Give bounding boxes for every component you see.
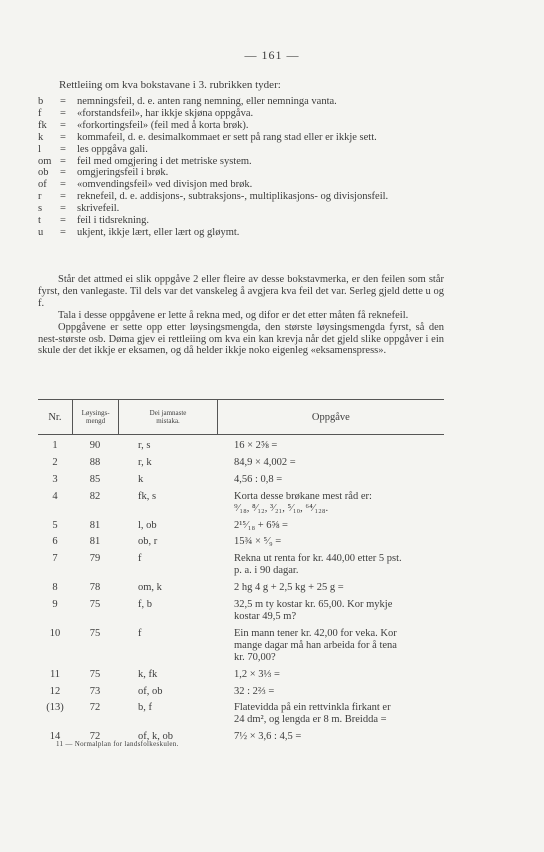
code-abbr: t: [38, 215, 41, 227]
cell-nr: 10: [49, 627, 61, 639]
header-mengd: Løysings- mengd: [73, 400, 120, 434]
task-line: 32,5 m ty kostar kr. 65,00. Kor mykje: [234, 599, 393, 611]
code-text: «forstandsfeil», har ikkje skjøna oppgåva.: [77, 107, 254, 119]
cell-mistaka: l, ob: [138, 519, 157, 531]
paragraph: Tala i desse oppgåvene er lette å rekna med, og difor er det etter måten få reknefeil.: [58, 309, 409, 321]
cell-nr: 7: [52, 553, 58, 565]
code-abbr: r: [38, 191, 42, 203]
code-equals: =: [60, 155, 66, 167]
cell-mistaka: k, fk: [138, 668, 158, 680]
task-line: 1,2 × 3⅓ =: [234, 668, 280, 680]
cell-mengd: 73: [89, 685, 101, 697]
task-line: 4,56 : 0,8 =: [234, 473, 283, 485]
cell-oppgave: [216, 731, 444, 743]
error-code-list: [38, 96, 458, 239]
code-row: [38, 179, 458, 191]
task-table: [38, 399, 444, 748]
code-text: «omvendingsfeil» ved divisjon med brøk.: [77, 179, 253, 191]
cell-nr: 8: [52, 582, 58, 594]
cell-mengd: 72: [89, 731, 101, 743]
cell-oppgave: [216, 582, 444, 594]
cell-nr: 11: [49, 668, 61, 680]
code-row: [38, 215, 458, 227]
cell-nr: 12: [49, 685, 61, 697]
cell-nr: 4: [52, 490, 58, 502]
code-row: [38, 144, 458, 156]
cell-nr: 1: [52, 440, 58, 451]
code-equals: =: [60, 191, 66, 203]
cell-nr: 2: [52, 456, 58, 468]
cell-mengd: 88: [89, 456, 101, 468]
code-row: [38, 167, 458, 179]
intro-line: Rettleiing om kva bokstavane i 3. rubrikken tyder:: [59, 79, 281, 91]
cell-mengd: 75: [89, 668, 101, 680]
table-row: [38, 536, 444, 548]
task-line: Rekna ut renta for kr. 440,00 etter 5 pst.: [234, 553, 402, 565]
task-line: Korta desse brøkane mest råd er:: [234, 490, 372, 502]
code-equals: =: [60, 179, 66, 191]
footnote: 11 — Normalplan for landsfolkeskulen.: [56, 740, 179, 748]
table-row: [38, 686, 444, 698]
code-abbr: of: [38, 179, 47, 191]
cell-mistaka: ob, r: [138, 536, 158, 548]
cell-oppgave: [216, 457, 444, 469]
table-header: [38, 399, 444, 435]
cell-oppgave: [216, 520, 444, 532]
cell-oppgave: [216, 669, 444, 681]
cell-mistaka: f: [138, 627, 142, 639]
cell-oppgave: [216, 474, 444, 486]
table-row: [38, 702, 444, 726]
code-equals: =: [60, 143, 66, 155]
table-row: [38, 491, 444, 515]
paragraph: Oppgåvene er sette opp etter løysingsmengda, den største løysingsmengda fyrst, så den nest-største osb. Døma gjev ei rettleiing om kva ein kan krevja når det gjeld slike oppgåver i ein skule der det ikkje er eksamen, og då helder ikkje noko eigenleg «eksamenspress».: [38, 321, 444, 357]
explanation-paragraphs: [38, 274, 444, 357]
code-text: feil i tidsrekning.: [77, 215, 150, 227]
cell-mengd: 72: [89, 702, 101, 714]
code-row: [38, 120, 458, 132]
cell-oppgave: [216, 686, 444, 698]
code-text: reknefeil, d. e. addisjons-, subtraksjons-, multiplikasjons- og divisjonsfeil.: [77, 191, 389, 203]
code-text: «forkortingsfeil» (feil med å korta brøk).: [77, 119, 249, 131]
code-row: [38, 203, 458, 215]
task-line: Flatevidda på ein rettvinkla firkant er: [234, 702, 391, 714]
task-line: 2 hg 4 g + 2,5 kg + 25 g =: [234, 582, 344, 594]
code-abbr: k: [38, 131, 44, 143]
code-equals: =: [60, 167, 66, 179]
code-text: les oppgåva gali.: [77, 143, 148, 155]
code-equals: =: [60, 119, 66, 131]
paragraph: Står det attmed ei slik oppgåve 2 eller fleire av desse bokstavmerka, er den feilen som står fyrst, den vanlegaste. Til dels var det vanskeleg å avgjera kva feil det var. Serleg gjeld dette u og f.: [38, 274, 444, 309]
cell-mistaka: fk, s: [138, 490, 157, 502]
table-row: [38, 628, 444, 664]
table-row: [38, 553, 444, 577]
code-text: skrivefeil.: [77, 203, 120, 215]
code-text: kommafeil, d. e. desimalkommaet er sett på rang stad eller er ikkje sett.: [77, 131, 377, 143]
task-line: kr. 70,00?: [234, 651, 276, 663]
cell-nr: 14: [49, 731, 61, 743]
cell-mistaka: of, ob: [138, 685, 163, 697]
header-mistaka: Dei jamnaste mistaka.: [119, 400, 217, 434]
task-line: Ein mann tener kr. 42,00 for veka. Kor: [234, 627, 397, 639]
cell-oppgave: [216, 491, 444, 515]
cell-mengd: 75: [89, 627, 101, 639]
task-line: p. a. i 90 dagar.: [234, 565, 299, 577]
code-abbr: b: [38, 96, 44, 107]
cell-mengd: 81: [89, 536, 101, 548]
header-oppgave: Oppgåve: [311, 411, 350, 423]
cell-mistaka: f, b: [138, 599, 152, 611]
task-line: 84,9 × 4,002 =: [234, 456, 296, 468]
cell-oppgave: [216, 536, 444, 548]
code-row: [38, 227, 458, 239]
cell-mengd: 81: [89, 519, 101, 531]
task-line: ⁹⁄₁₈, ⁸⁄₁₂, ³⁄₂₁, ⁵⁄₁₀, ⁶⁴⁄₁₂₈.: [234, 502, 329, 514]
header-nr: Nr.: [38, 400, 73, 434]
table-row: [38, 669, 444, 681]
cell-nr: (13): [46, 702, 64, 714]
table-row: [38, 457, 444, 469]
cell-oppgave: [216, 440, 444, 452]
code-equals: =: [60, 107, 66, 119]
code-text: feil med omgjering i det metriske system.: [77, 155, 252, 167]
cell-mengd: 75: [89, 599, 101, 611]
code-equals: =: [60, 203, 66, 215]
cell-nr: 9: [52, 599, 58, 611]
code-abbr: l: [38, 143, 41, 155]
cell-oppgave: [216, 599, 444, 623]
cell-oppgave: [216, 628, 444, 664]
cell-nr: 5: [52, 519, 58, 531]
cell-nr: 3: [52, 473, 58, 485]
cell-mengd: 90: [89, 440, 101, 451]
task-line: 24 dm², og lengda er 8 m. Breidda =: [234, 714, 387, 726]
cell-mistaka: r, k: [138, 456, 152, 468]
cell-mistaka: f: [138, 553, 142, 565]
cell-mistaka: k: [138, 473, 144, 485]
task-line: 16 × 2⅝ =: [234, 440, 278, 451]
task-line: kostar 49,5 m?: [234, 610, 297, 622]
code-text: nemningsfeil, d. e. anten rang nemning, eller nemninga vanta.: [77, 96, 337, 107]
code-abbr: s: [38, 203, 43, 215]
code-row: [38, 156, 458, 168]
cell-mengd: 85: [89, 473, 101, 485]
cell-mengd: 78: [89, 582, 101, 594]
cell-mistaka: r, s: [138, 440, 151, 451]
code-row: [38, 96, 458, 108]
table-row: [38, 440, 444, 452]
table-row: [38, 582, 444, 594]
page-number: — 161 —: [244, 48, 300, 62]
cell-mengd: 82: [89, 490, 101, 502]
code-text: ukjent, ikkje lært, eller lært og gløymt.: [77, 226, 240, 238]
cell-mistaka: om, k: [138, 582, 162, 594]
task-line: 32 : 2⅔ =: [234, 685, 275, 697]
code-abbr: u: [38, 226, 44, 238]
cell-mengd: 79: [89, 553, 101, 565]
task-line: 2¹⁵⁄₁₈ + 6⅝ =: [234, 519, 288, 531]
code-equals: =: [60, 215, 66, 227]
code-equals: =: [60, 226, 66, 238]
cell-nr: 6: [52, 536, 58, 548]
task-line: mange dagar må han arbeida for å tena: [234, 639, 397, 651]
cell-oppgave: [216, 702, 444, 726]
cell-mistaka: of, k, ob: [138, 731, 173, 743]
code-equals: =: [60, 131, 66, 143]
code-equals: =: [60, 96, 66, 107]
code-text: omgjeringsfeil i brøk.: [77, 167, 169, 179]
code-row: [38, 108, 458, 120]
task-line: 15¾ × ⁵⁄₉ =: [234, 536, 282, 548]
code-abbr: om: [38, 155, 52, 167]
table-row: [38, 520, 444, 532]
cell-oppgave: [216, 553, 444, 577]
cell-mistaka: b, f: [138, 702, 152, 714]
task-line: 7½ × 3,6 : 4,5 =: [234, 731, 302, 743]
code-abbr: fk: [38, 119, 47, 131]
code-abbr: f: [38, 107, 42, 119]
table-row: [38, 599, 444, 623]
table-body: [38, 440, 444, 748]
code-row: [38, 132, 458, 144]
code-abbr: ob: [38, 167, 49, 179]
code-row: [38, 191, 458, 203]
table-row: [38, 474, 444, 486]
